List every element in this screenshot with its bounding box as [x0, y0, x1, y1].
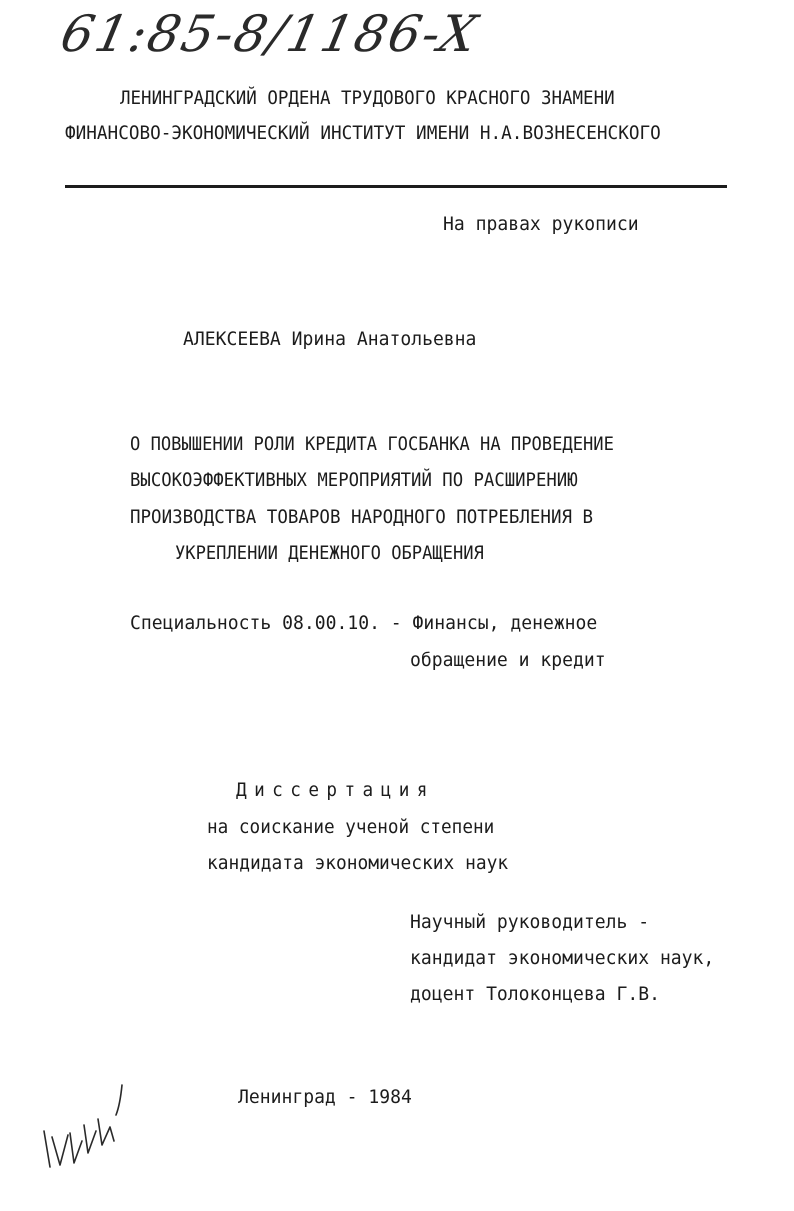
dissertation-heading: Диссертация	[236, 779, 435, 801]
title-line-3: ПРОИЗВОДСТВА ТОВАРОВ НАРОДНОГО ПОТРЕБЛЕНИЯ В	[130, 506, 594, 528]
manuscript-rights: На правах рукописи	[443, 213, 639, 235]
supervisor-line-1: Научный руководитель -	[410, 911, 650, 933]
title-line-1: О ПОВЫШЕНИИ РОЛИ КРЕДИТА ГОСБАНКА НА ПРОВЕДЕНИЕ	[130, 433, 614, 455]
institution-line-2: ФИНАНСОВО-ЭКОНОМИЧЕСКИЙ ИНСТИТУТ ИМЕНИ Н.А.ВОЗНЕСЕНСКОГО	[65, 122, 661, 144]
header-divider	[65, 185, 727, 188]
specialty-line-1: Специальность 08.00.10. - Финансы, денежное	[130, 612, 598, 634]
place-and-year: Ленинград - 1984	[238, 1086, 412, 1108]
author-name: АЛЕКСЕЕВА Ирина Анатольевна	[183, 328, 477, 350]
title-line-4: УКРЕПЛЕНИИ ДЕНЕЖНОГО ОБРАЩЕНИЯ	[175, 542, 484, 564]
institution-line-1: ЛЕНИНГРАДСКИЙ ОРДЕНА ТРУДОВОГО КРАСНОГО ЗНАМЕНИ	[120, 87, 615, 109]
dissertation-line-2: кандидата экономических наук	[207, 852, 509, 874]
supervisor-line-2: кандидат экономических наук,	[410, 947, 715, 969]
specialty-line-2: обращение и кредит	[410, 649, 606, 671]
supervisor-line-3: доцент Толоконцева Г.В.	[410, 983, 660, 1005]
handwritten-signature	[30, 1075, 140, 1175]
title-line-2: ВЫСОКОЭФФЕКТИВНЫХ МЕРОПРИЯТИЙ ПО РАСШИРЕНИЮ	[130, 469, 578, 491]
handwritten-archive-number: 61:85-8/1186-X	[55, 5, 484, 63]
dissertation-line-1: на соискание ученой степени	[207, 816, 495, 838]
